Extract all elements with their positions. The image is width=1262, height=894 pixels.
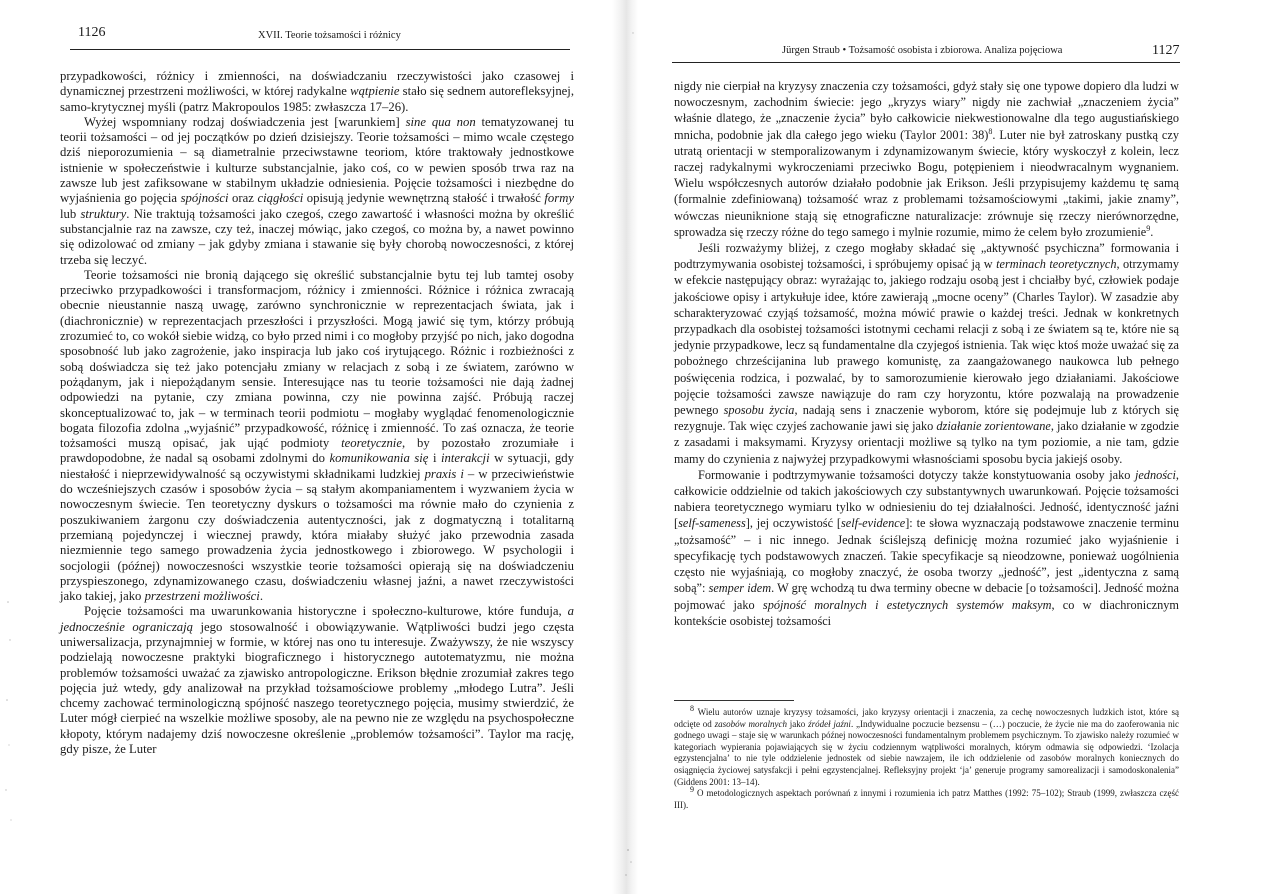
emphasis: ciągłości [257,191,304,206]
emphasis: self-evidence [841,516,906,531]
footnote-reference: 8 [988,126,993,136]
emphasis: praxis i [424,466,464,481]
paragraph: Wyżej wspomniany rodzaj doświadczenia jest [warunkiem] sine qua non tematyzowanej tu teorii tożsamości – od jej początków po dzień dzisiejszy. Teorie tożsamości – mimo wcale częstego dziś nieporozumienia – są diametralnie przeciwstawne teoriom, które traktowały jednostkowe istnienie w społeczeństwie i kulturze substancjalnie, jako coś, co w pewien sposób trwa raz na zawsze lub jest zafiksowane w stabilnym układzie odniesienia. Pojęcie tożsamości i niezbędne do wyjaśnienia go pojęcia spójności oraz ciągłości opisują jedynie wewnętrzną stałość i trwałość formy lub struktury. Nie traktują tożsamości jako czegoś, czego zawartość i własności można by określić substancjalnie raz na zawsze, czy też, inaczej mówiąc, jako czegoś, co można by, a nawet powinno się odizolować od zmiany – jak gdyby zmiana i stawanie się były chorobą nowoczesności, z której trzeba się leczyć. [60,114,574,267]
page-number: 1127 [1152,43,1180,58]
emphasis: formy [544,191,574,206]
page-number: 1126 [78,25,106,40]
footnotes [674,704,1179,811]
emphasis: spójności [180,191,229,206]
running-head: Jürgen Straub • Tożsamość osobista i zbiorowa. Analiza pojęciowa [782,45,1063,56]
emphasis: struktury [80,206,127,221]
paragraph: nigdy nie cierpiał na kryzysy znaczenia czy tożsamości, gdyż stały się one typowe dopiero dla ludzi w nowoczesnym, zachodnim świecie: jego „kryzys wiary” nigdy nie zachwiał „znaczeniem życia” właśnie dlatego, że „znaczenie życia” było całkowicie niekwestionowalne dla tego augustiańskiego mnicha, podobnie jak dla całego jego wieku (Taylor 2001: 38)$^8$. Luter nie był zatroskany pustką czy utratą orientacji w stemporalizowanym i zdynamizowanym świecie, który wyskoczył z kolein, lecz raczej radykalnymi wykroczeniami przeciwko Bogu, potępieniem i nieodwracalnym wygnaniem. Wielu współczesnych autorów działało podobnie jak Erikson. Jeśli przypisujemy każdemu tę samą (formalnie zdefiniowaną) tożsamość wraz z problemami tożsamościowymi „takimi, jakie znamy”, wówczas nieuniknione stają się etnograficzne naturalizacje: zrównuje się rzeczy nierównorzędne, sprowadza się rzeczy różne do tego samego i mylnie rozumie, mimo że celem było zrozumienie$^9$. [674,79,1179,239]
right-page [630,0,1262,894]
paragraph: Jeśli rozważymy bliżej, z czego mogłaby składać się „aktywność psychiczna” formowania i podtrzymywania osobistej tożsamości, i spróbujemy opisać ją w terminach teoretycznych, otrzymamy w efekcie następujący obraz: wyrażając to, jakiego rodzaju osobą jest i chciałby być, człowiek podaje jakościowe opisy i artykułuje idee, które zawierają „mocne oceny” (Charles Taylor). W zasadzie aby scharakteryzować czyjąś tożsamość, można mówić prawie o każdej treści. Jednak w konkretnych przypadkach dla osobistej tożsamości istotnymi cechami relacji z sobą i ze światem są te, które nie są jedynie przypadkowe, lecz są fundamentalne dla czyjegoś istnienia. Tak więc ktoś może uważać się za pobożnego chrześcijanina lub prawego komunistę, za zaangażowanego naukowca lub pełnego poświęcenia rodzica, i pozwalać, by to samorozumienie kierowało jego działaniami. Jakościowe pojęcie tożsamości zawsze nawiązuje do ram czy horyzontu, które pozwalają na prowadzenie pewnego sposobu życia, nadają sens i znaczenie wyborom, które się podejmuje lub z których się rezygnuje. Tak więc czyjeś zachowanie jawi się jako działanie zorientowane, jako działanie w zgodzie z zasadami i maksymami. Kryzysy orientacji możliwe są tylko na tym poziomie, a nie tam, gdzie mamy do czynienia z najwyżej przypadkowymi własnościami sposobu bycia jakiejś osoby. [674,241,1180,466]
left-page [0,0,620,894]
footnote: $^8$ Wielu autorów uznaje kryzysy tożsamości, jako kryzysy orientacji i znaczenia, za cechę nowoczesnych ludzkich istot, które są odcięte od zasobów moralnych jako źródeł jaźni. „Indywidualne poczucie bezsensu – (…) poczucie, że życie nie ma do zaoferowania nic godnego uwagi – staje się w warunkach późnej nowoczesności fundamentalnym problemem psychicznym. To zjawisko należy rozumieć w kategoriach wypierania pojawiających się w życiu codziennym wątpliwości moralnych, którym odmawia się odpowiedzi. ‘Izolacja egzystencjalna’ to nie tyle oddzielenie jednostek od siebie nawzajem, ile ich oddzielenie od zasobów moralnych koniecznych do osiągnięcia życiowej satysfakcji i pełni egzystencjalnej. Refleksyjny projekt ‘ja’ generuje programy samorealizacji i samodoskonalenia” (Giddens 2001: 13–14). [674,704,1179,787]
emphasis: zasobów moralnych [714,718,787,729]
emphasis: źródeł jaźni [808,718,851,729]
emphasis: sine qua non [405,114,476,129]
emphasis: jedności [1134,467,1176,482]
emphasis: komunikowania się [329,451,429,466]
emphasis: self-sameness [678,516,746,531]
emphasis: wątpienie [350,84,400,99]
emphasis: terminach teoretycznych [996,257,1117,272]
emphasis: semper idem [708,581,772,596]
emphasis: a jednocześnie ograniczają [60,604,574,634]
emphasis: interakcji [440,451,490,466]
footnote: $^9$ O metodologicznych aspektach porównań z innymi i rozumienia ich patrz Matthes (1992: 75–102); Straub (1999, zwłaszcza część III). [674,785,1179,810]
body-text [60,69,574,757]
paragraph: Pojęcie tożsamości ma uwarunkowania historyczne i społeczno-kulturowe, które funduja, a jednocześnie ograniczają jego stosowalność i obowiązywanie. Wątpliwości budzi jego częsta uniwersalizacja, przynajmniej w formie, w której nas ono tu interesuje. Zważywszy, że nie wszyscy podzielają nowoczesne praktyki biograficznego i historycznego autotematyzmu, nie można problemów tożsamości uważać za zjawisko antropologiczne. Erikson błędnie zrozumiał zakres tego pojęcia już wtedy, gdy analizował na przykład tożsamościowe problemy „młodego Lutra”. Jeśli chcemy zachować terminologiczną spójność naszego teoretycznego pojęcia, musimy stwierdzić, że Luter mógł cierpieć na wszelkie możliwe sposoby, ale na pewno nie ze względu na psychospołeczne kłopoty, którym nadajemy dziś nowoczesne określenie „problemów tożsamości”. Taylor ma rację, gdy pisze, że Luter [60,604,574,757]
footnote-rule [674,700,794,701]
footnote-marker: 8 [690,704,694,713]
emphasis: sposobu życia [723,403,795,418]
emphasis: działanie zorientowane [936,419,1051,434]
paragraph: Formowanie i podtrzymywanie tożsamości dotyczy także konstytuowania osoby jako jedności, całkowicie oddzielnie od takich jakościowych czy substantywnych uwarunkowań. Pojęcie tożsamości nabiera teoretycznego wymiaru tylko w odniesieniu do tej działalności. Jedność, identyczność jaźni [self-sameness], jej oczywistość [self-evidence]: te słowa wyznaczają podstawowe znaczenie terminu „tożsamość” – i nic innego. Jednak ściślejszą definicję można rozumieć jako wyjaśnienie i specyfikację tych podstawowych znaczeń. Takie specyfikacje są nieodzowne, ponieważ uogólnienia często nie wyjaśniają, co mogłoby znaczyć, że osoba tworzy „jedność”, jest „identyczna z samą sobą”: semper idem. W grę wchodzą tu dwa terminy obecne w debacie [o tożsamości]. Jedność można pojmować jako spójność moralnych i estetycznych systemów maksym, co w diachronicznym kontekście osobistej tożsamości [674,467,1180,628]
paragraph: przypadkowości, różnicy i zmienności, na doświadczaniu rzeczywistości jako czasowej i dynamicznej przestrzeni możliwości, w której radykalne wątpienie stało się sednem autorefleksyjnej, samo-krytycznej myśli (patrz Makropoulos 1985: zwłaszcza 17–26). [60,69,574,114]
paragraph: Teorie tożsamości nie bronią dającego się określić substancjalnie bytu tej lub tamtej osoby przeciwko przypadkowości i transformacjom, różnicy i zmienności. Różnice i różnica zwracają obecnie nieustannie naszą uwagę, zarówno synchronicznie w reprezentacjach świata, jak i (diachronicznie) w reprezentacjach przeszłości i przyszłości. Mogą jawić się tym, którzy próbują zrozumieć to, co wokół siebie widzą, co było przed nimi i co mogłoby przyjść po nich, jako dogodna sposobność lub jako zagrożenie, jako inspiracja lub jako coś irytującego. Różnic i rozbieżności z sobą doświadcza się też jako potencjału zmiany w relacjach z sobą i ze światem, zarówno w pożądanym, jak i niepożądanym sensie. Interesujące nas tu teorie tożsamości nie dają żadnej odpowiedzi na pytanie, czy zmiana powinna, czy nie powinna zajść. Próbują raczej skonceptualizować to, jak – w terminach teorii podmiotu – mogłaby wyglądać fenomenologicznie bogata filozofia zdolna „wyjaśnić” przypadkowość, różnicę i zmienność. To zaś oznacza, że teorie tożsamości muszą opisać, jak ująć podmioty teoretycznie, by pozostało zrozumiałe i prawdopodobne, że nadal są osobami zdolnymi do komunikowania się i interakcji w sytuacji, gdy niestałość i nieprzewidywalność są oczywistymi składnikami ludzkiej praxis i – w przeciwieństwie do wcześniejszych czasów i sposobów życia – są stałym akompaniamentem i wyzwaniem życia w nowoczesnym świecie. Ten teoretyczny dyskurs o tożsamości ma równie mało do czynienia z poszukiwaniem żargonu czy doświadczenia autentyczności, jak z dogmatyczną i totalitarną przemianą pojedynczej i wiecznej prawdy, która miałaby służyć jako przewodnia zasada niezmiennie tego samego prowadzenia życia jednostkowego i zbiorowego. W psychologii i socjologii (późnej) nowoczesności wszystkie teorie tożsamości opierają się na doświadczeniu przyspieszonego, zdynamizowanego czasu, doświadczeniu własnej jaźni, a nawet rzeczywistości jako takiej, jako przestrzeni możliwości. [60,267,574,604]
footnote-reference: 9 [1146,223,1151,233]
emphasis: spójność moralnych i estetycznych systemów maksym [762,597,1052,612]
emphasis: teoretycznie [341,436,402,451]
header-rule [672,62,1180,63]
header-rule [70,49,570,50]
footnote-marker: 9 [690,785,694,795]
emphasis: przestrzeni możliwości [144,589,260,604]
running-head: XVII. Teorie tożsamości i różnicy [258,30,401,41]
body-text [674,78,1179,629]
